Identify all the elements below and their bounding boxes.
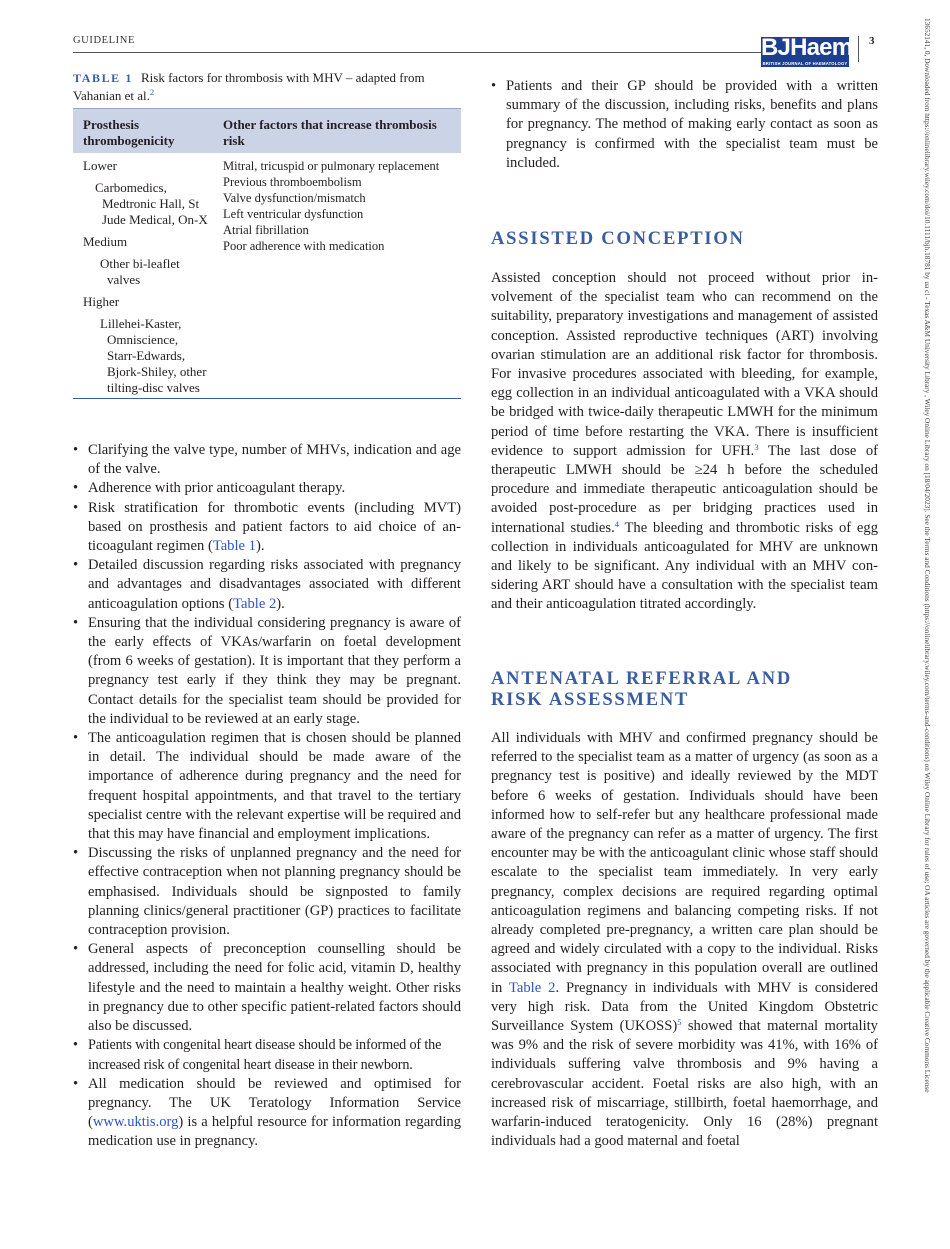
left-column-bullets — [73, 441, 461, 1152]
logo-subtitle: BRITISH JOURNAL OF HAEMATOLOGY — [762, 61, 848, 66]
bullet-text: General aspects of preconception counselling should be addressed, including the need for folic acid, vitamin D, healthy lifestyle and the need to maintain a healthy weight. Other risks in pregnancy due to other specific patient-related factors should also be discussed. — [88, 941, 461, 1035]
table-valves-medium — [95, 256, 218, 288]
bullet-item — [73, 479, 461, 498]
table-valve: valves — [107, 272, 141, 287]
table-valve: Other bi-leaflet — [100, 256, 180, 271]
paragraph-text: showed that maternal mortality was 9% and the risk of severe morbidity was 41%, with 16% of individuals suffering valve thrombosis and 9% having a cerebrovascular accident. Foetal risks are also high, with an increased risk of miscarriage, stillbirth, foetal haemorrhage, and warfarin-induced teratogenicity. Only 16 (28%) pregnant individuals had a good maternal and foetal — [491, 1018, 878, 1150]
table-valves-higher — [95, 316, 218, 396]
paragraph-text: The last dose of therapeutic LMWH should be ≥24 h before the scheduled procedure and immediate therapeutic anticoagulation should be avoided post-procedure as per bridging practices used in international studies. — [491, 442, 878, 536]
header-divider — [858, 36, 859, 62]
bullet-text: Discussing the risks of unplanned pregnancy and the need for effective contraception when not planning pregnancy should be emphasised. Individuals should be signposted to family planning clinics/general practitioner (GP) practices to facilitate contraception provision. — [88, 845, 461, 939]
right-column-bullets — [491, 77, 878, 173]
bullet-item — [73, 441, 461, 479]
bullet-text: The anticoagulation regimen that is chosen should be planned in detail. The individual should be made aware of the importance of adherence during pregnancy and the need for frequent hospital appointments, and that travel to the tertiary specialist centre with the relevant expertise will be required and that this may have financial and employment implications. — [88, 730, 461, 843]
table-col-thrombogenicity — [83, 158, 218, 402]
paragraph-text: . Pregnancy in individuals with MHV is considered very high risk. Data from the United Kingdom Obstetric Surveillance System (UKOSS) — [491, 979, 878, 1035]
logo-wordmark: BJHaem — [761, 34, 853, 61]
reference-3[interactable]: 3 — [754, 441, 759, 452]
bullet-item — [491, 77, 878, 173]
table-category-medium: Medium — [83, 234, 128, 249]
bullet-text: Risk stratification for thrombotic events (including MVT) based on prosthesis and patient factors to aid choice of anticoagulant regimen ( — [88, 499, 461, 555]
journal-logo — [761, 34, 853, 67]
table-factor: Mitral, tricuspid or pulmonary replacement — [223, 159, 440, 173]
bullet-text: Detailed discussion regarding risks associated with pregnancy and advantages and disadvantages associated with different anticoagulation options ( — [88, 557, 461, 612]
table-factor: Atrial fibrillation — [223, 223, 309, 237]
table2-link[interactable]: Table 2 — [233, 595, 277, 612]
table-valves-lower — [95, 180, 218, 228]
table-col2-header: Other factors that increase thrombosis risk — [223, 117, 437, 148]
heading-line: RISK ASSESSMENT — [491, 690, 690, 710]
table-valve: tilting-disc valves — [107, 380, 200, 395]
table-valve: Omniscience, — [107, 332, 179, 347]
table-body — [73, 152, 461, 399]
bullet-text: Adherence with prior anticoagulant therapy. — [88, 480, 346, 497]
bullet-text: Ensuring that the individual considering pregnancy is aware of the early effects of VKAs/warfarin on foetal development (from 6 weeks of gestation). It is important that they perform a pregnancy test early if they think they may be pregnant. Contact details for the specialist team should be provided for the individual to be reviewed at an early stage. — [88, 614, 461, 727]
section-heading-assisted-conception: ASSISTED CONCEPTION — [491, 229, 745, 249]
bullet-text: ). — [276, 595, 285, 612]
table-col1-header: Prosthesis thrombogenicity — [83, 117, 175, 148]
assisted-conception-paragraph — [491, 269, 878, 615]
bullet-item — [73, 1036, 461, 1074]
table-caption-text: Risk factors for thrombosis with MHV – adapted from Vahanian et al. — [73, 70, 425, 103]
table-valve: Medtronic Hall, St — [102, 196, 200, 211]
uktis-link[interactable]: www.uktis.org — [92, 1114, 179, 1131]
bullet-text: Patients with congenital heart disease should be informed of the increased risk of congenital heart disease in their newborn. — [88, 1037, 442, 1073]
bullet-text: ) is a helpful resource for information regarding medication use in pregnancy. — [88, 1114, 461, 1150]
antenatal-paragraph — [491, 729, 878, 1151]
table-factor: Valve dysfunction/mismatch — [223, 191, 366, 205]
bullet-item — [73, 556, 461, 614]
table-factor: Left ventricular dysfunction — [223, 207, 364, 221]
paragraph-text: Assisted conception should not proceed without prior involvement of the specialist team who can recommend on the suitability, preparatory investigations and management of assisted conception. Assisted reproductive techniques (ART) involving ovarian stimulation are an additional risk factor for thrombosis. For invasive procedures associated with bleeding, for example, egg collection in an individual anticoagulated with a VKA should be bridged with twice-daily therapeutic LMWH for the minimum period of time before restarting the VKA. There is insufficient evidence to support admission for UFH. — [491, 270, 878, 459]
header-rule — [73, 52, 763, 53]
bullet-item — [73, 729, 461, 844]
page-number: 3 — [869, 35, 875, 47]
table-valve: Lillehei-Kaster, — [100, 316, 182, 331]
table-col-other-factors — [223, 158, 461, 254]
bullet-text: Patients and their GP should be provided with a written summary of the discussion, including risks, benefits and plans for pregnancy. The method of making early contact as soon as pregnancy is confirmed with the specialist team must be included. — [506, 78, 878, 171]
bullet-item — [73, 614, 461, 729]
table-valve: Carbomedics, — [95, 180, 167, 195]
table-caption — [73, 69, 463, 104]
heading-line: ANTENATAL REFERRAL AND — [491, 669, 793, 689]
table-caption-ref[interactable]: 2 — [149, 87, 155, 97]
table-valve: Starr-Edwards, — [107, 348, 186, 363]
bullet-text: Clarifying the valve type, number of MHVs, indication and age of the valve. — [88, 442, 461, 478]
bullet-item — [73, 844, 461, 940]
bullet-item — [73, 1075, 461, 1152]
bullet-text: All medication should be reviewed and optimised for pregnancy. The UK Teratology Information Service ( — [88, 1075, 461, 1131]
reference-4[interactable]: 4 — [614, 518, 619, 529]
download-sidebar-note: 13652141, 0, Downloaded from https://onlinelibrary.wiley.com/doi/10.1111/bjh.18781 by ua cl - Texas A&M University Library , Wiley Online Library on [18/04/2023]. See the Terms and Conditions (https://onlinelibrary.wiley.com/terms-and-conditions) on Wiley Online Library for rules of use; OA articles are governed by the applicable Creative Commons License — [923, 18, 932, 1093]
table-category-higher: Higher — [83, 294, 120, 309]
paragraph-text: The bleeding and thrombotic risks of egg collection in individuals anticoagulated for MHV are unknown and likely to be significant. Any individual with an MHV considering ART should have a consultation with the specialist team and their anticoagulation titrated accordingly. — [491, 519, 878, 613]
table-label: TABLE 1 — [73, 71, 133, 85]
reference-5[interactable]: 5 — [677, 1017, 682, 1028]
paragraph-text: All individuals with MHV and confirmed pregnancy should be referred to the specialist team as a matter of urgency (as soon as a pregnancy test is positive) and ideally reviewed by the MDT before 6 weeks of gestation. Individuals should have been informed how to self-refer but any healthcare professional made aware of the pregnancy can refer as a matter of urgency. The first encounter may be with the anticoagulant clinic whose staff should escalate to the specialist team immediately. In very early pregnancy, complex decisions are required regarding optimal anticoagulation regimens and balancing competing risks. If not already completed pre-pregnancy, a written care plan should be agreed and widely circulated with a copy to the individual. Risks associated with pregnancy in this population overall are outlined in — [491, 730, 878, 996]
table-valve: Bjork-Shiley, other — [107, 364, 207, 379]
table-valve: Jude Medical, On-X — [102, 212, 208, 227]
section-heading-antenatal — [491, 669, 878, 711]
table-header-row — [73, 108, 461, 153]
table-factor: Previous thromboembolism — [223, 175, 362, 189]
table1-link[interactable]: Table 1 — [212, 538, 256, 555]
running-head: GUIDELINE — [73, 35, 135, 46]
table-category-lower: Lower — [83, 158, 117, 173]
bullet-text: ). — [255, 538, 265, 555]
bullet-item — [73, 940, 461, 1036]
table-factor: Poor adherence with medication — [223, 239, 385, 253]
bullet-item — [73, 499, 461, 557]
table2-link[interactable]: Table 2 — [509, 979, 556, 996]
